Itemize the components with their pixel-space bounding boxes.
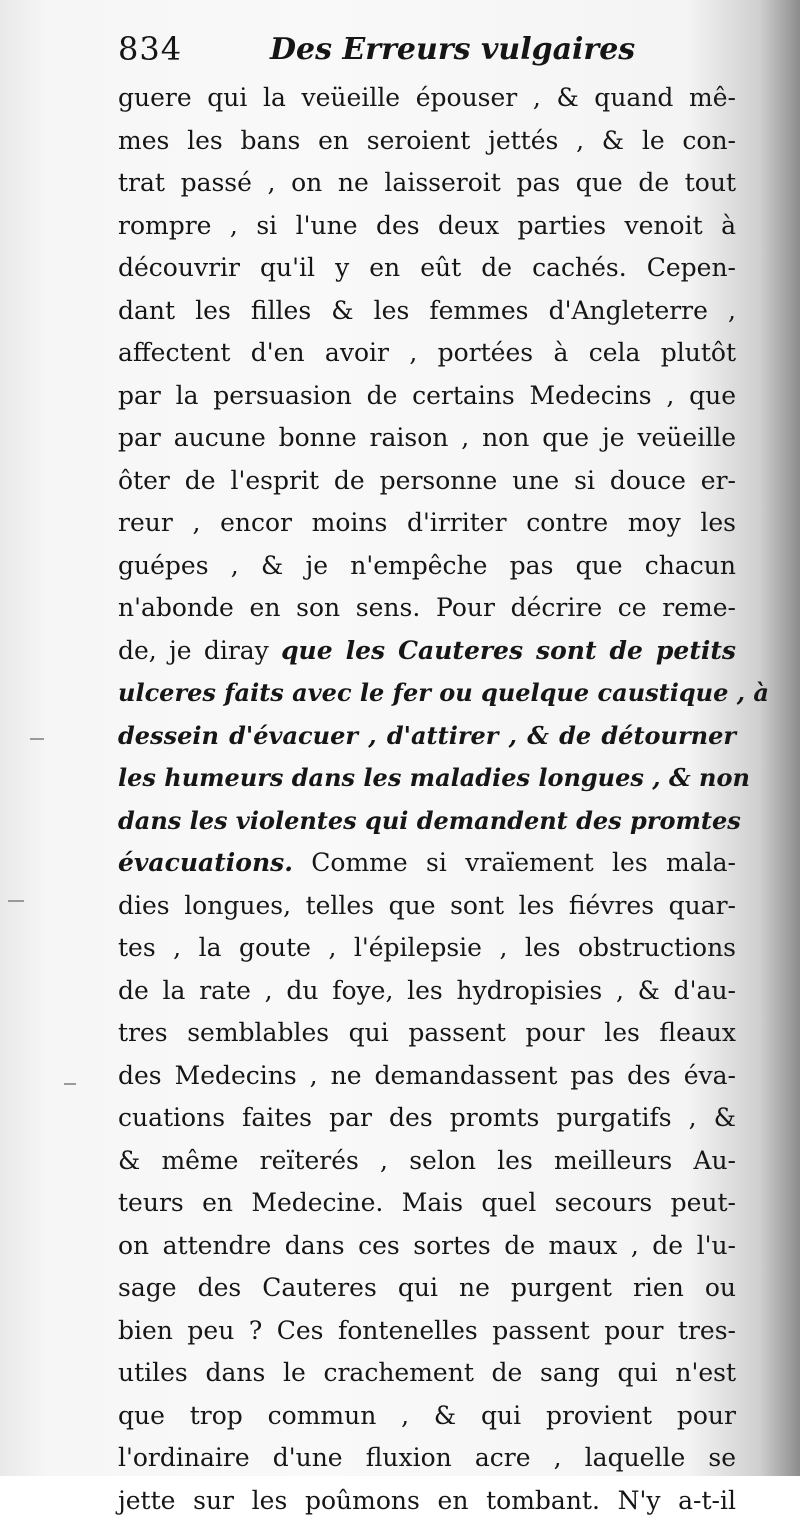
- text-line: n'abonde en son sens. Pour décrire ce reme-: [118, 587, 736, 630]
- text-line: bien peu ? Ces fontenelles passent pour tres-: [118, 1310, 736, 1353]
- text-line: trat passé , on ne laisseroit pas que de tout: [118, 162, 736, 205]
- text-line: des Medecins , ne demandassent pas des éva-: [118, 1055, 736, 1098]
- text-line: dies longues, telles que sont les fiévres quar-: [118, 885, 736, 928]
- italic-text-line: ulceres faits avec le fer ou quelque caustique , à: [118, 672, 736, 715]
- margin-mark: [8, 900, 24, 902]
- text-line: on attendre dans ces sortes de maux , de l'u-: [118, 1225, 736, 1268]
- text-line: rompre , si l'une des deux parties venoit à: [118, 205, 736, 248]
- text-line: tres semblables qui passent pour les fleaux: [118, 1012, 736, 1055]
- mixed-text-line: [118, 842, 736, 885]
- roman-text: Comme si vraïement les mala-: [293, 848, 736, 877]
- text-line: que trop commun , & qui provient pour: [118, 1395, 736, 1438]
- margin-mark: [30, 738, 44, 740]
- text-line: utiles dans le crachement de sang qui n'est: [118, 1352, 736, 1395]
- text-line: l'ordinaire d'une fluxion acre , laquelle se: [118, 1437, 736, 1480]
- running-title: Des Erreurs vulgaires: [270, 32, 635, 67]
- body-text: [118, 77, 736, 1522]
- text-line: dant les filles & les femmes d'Angleterre ,: [118, 290, 736, 333]
- text-line: reur , encor moins d'irriter contre moy les: [118, 502, 736, 545]
- mixed-text-line: [118, 630, 736, 673]
- text-line: par la persuasion de certains Medecins , que: [118, 375, 736, 418]
- text-line: découvrir qu'il y en eût de cachés. Cepen-: [118, 247, 736, 290]
- text-line: par aucune bonne raison , non que je veüeille: [118, 417, 736, 460]
- roman-text: de, je diray: [118, 636, 281, 665]
- text-line: jette sur les poûmons en tombant. N'y a-t-il: [118, 1480, 736, 1522]
- text-line: mes les bans en seroient jettés , & le con-: [118, 120, 736, 163]
- text-line: sage des Cauteres qui ne purgent rien ou: [118, 1267, 736, 1310]
- text-line: cuations faites par des promts purgatifs , &: [118, 1097, 736, 1140]
- text-line: teurs en Medecine. Mais quel secours peut-: [118, 1182, 736, 1225]
- text-line: & même reïterés , selon les meilleurs Au-: [118, 1140, 736, 1183]
- text-line: ôter de l'esprit de personne une si douce er-: [118, 460, 736, 503]
- margin-mark: [64, 1083, 76, 1085]
- text-line: guépes , & je n'empêche pas que chacun: [118, 545, 736, 588]
- text-line: guere qui la veüeille épouser , & quand mê-: [118, 77, 736, 120]
- italic-text-line: dans les violentes qui demandent des promtes: [118, 800, 736, 843]
- text-line: tes , la goute , l'épilepsie , les obstructions: [118, 927, 736, 970]
- page-number: 834: [118, 30, 182, 68]
- italic-text-line: les humeurs dans les maladies longues , & non: [118, 757, 736, 800]
- italic-text: que les Cauteres sont de petits: [281, 636, 736, 665]
- text-line: de la rate , du foye, les hydropisies , & d'au-: [118, 970, 736, 1013]
- italic-text-line: dessein d'évacuer , d'attirer , & de détourner: [118, 715, 736, 758]
- italic-text: évacuations.: [118, 848, 293, 877]
- page-header: [118, 26, 738, 82]
- text-line: affectent d'en avoir , portées à cela plutôt: [118, 332, 736, 375]
